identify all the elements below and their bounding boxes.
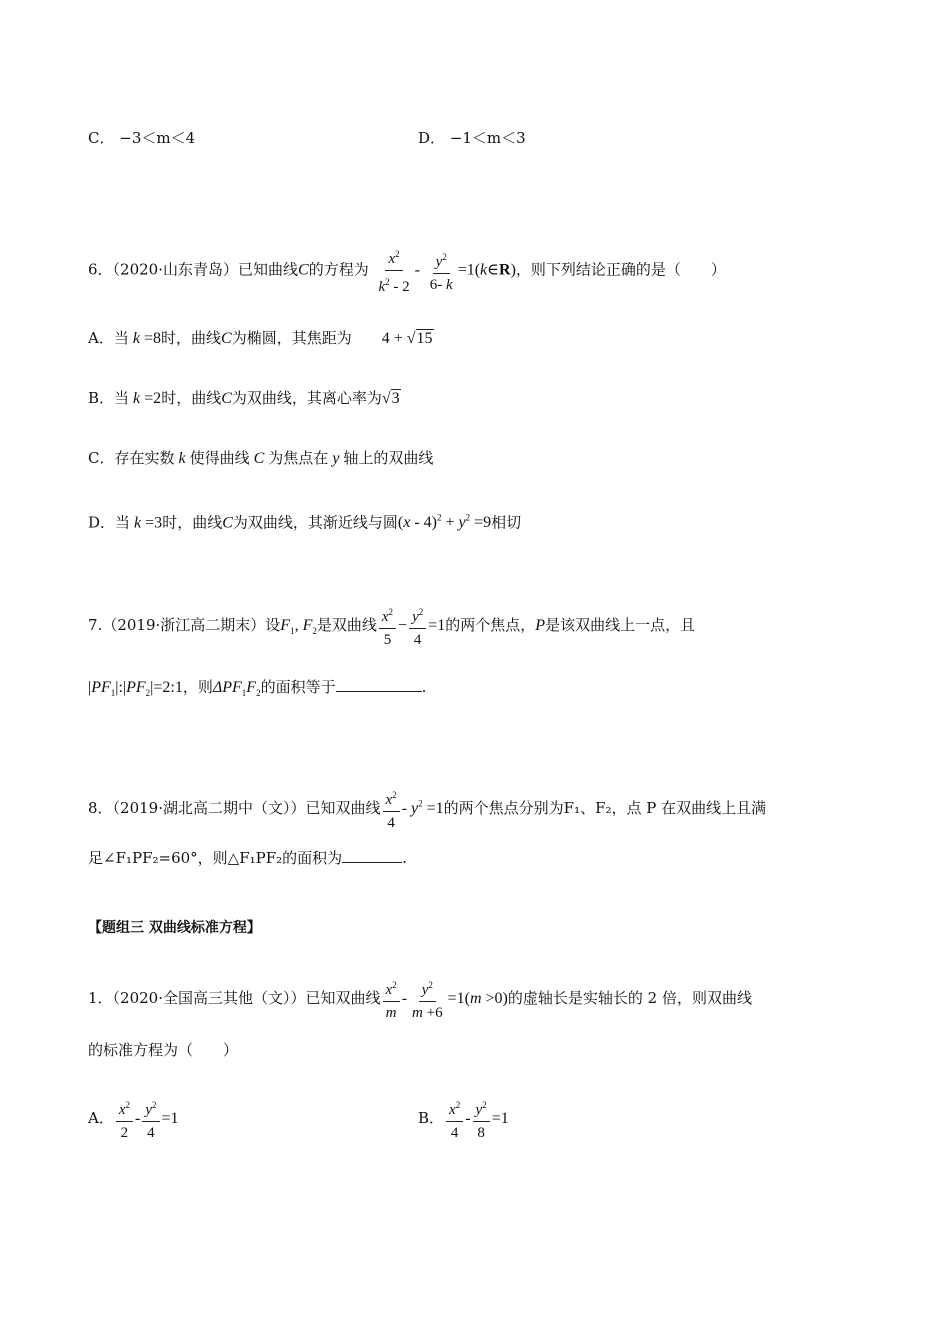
q1-stem: 1．（2020·全国高三其他（文））已知双曲线 $\frac{x^2}{m}$ - $\frac{y^2}{m +6}$ =1(m >0)的虚轴长是实轴长的 2 倍，则双曲线 [88,976,752,1022]
formula: k =3 [134,514,163,532]
option-label: A． [88,329,114,347]
stem-text: 的面积等于 [260,678,336,696]
formula: $\frac{y^2}{8}$ [473,1096,490,1142]
q8-line2 [88,848,407,868]
question-source: （2019·湖北高二期中（文）） [112,799,306,817]
formula: - $y^2 =1$ [401,798,444,817]
formula: $\frac{y^2}{4}$ [142,1096,159,1142]
option-label: A． [88,1109,114,1127]
formula: =1(k∈R) [457,261,516,279]
q6-option-b[interactable] [88,388,401,409]
q7-stem: 7.（2019·浙江高二期末）设$F_1$, $F_2$是双曲线 $\frac{x^2}{5}$ − $\frac{y^2}{4}$ =1的两个焦点，P是该双曲线上一点，且 [88,603,695,649]
formula: C [249,450,269,467]
question-number: 7. [88,616,103,634]
formula: $\frac{x^2}{4}$ [446,1096,463,1142]
option-text: 使得曲线 [189,449,250,467]
stem-text: 的方程为 [308,260,369,279]
formula: $\frac{x^2}{k^2 - 2}$ [375,245,412,296]
option-label: D． [418,129,446,147]
q1-line2: 的标准方程为（ ） [88,1041,239,1059]
option-text: 为焦点在 [268,449,329,467]
stem-text: 设 [265,616,281,634]
formula: $|PF_1|:|PF_2|=2:1$ [88,679,183,699]
stem-text: 已知曲线 [238,260,299,279]
formula: $\frac{y^2}{6- k}$ [427,248,456,294]
section-title: 【题组三 双曲线标准方程】 [88,920,261,936]
question-number: 6． [88,260,113,279]
formula: k =8 [132,330,161,347]
stem-text: 是双曲线 [316,616,377,634]
q6-option-c[interactable] [88,448,433,469]
option-text: 相切 [491,513,522,532]
formula: $\frac{x^2}{5}$ [379,603,396,649]
stem-text: 的虚轴长是实轴长的 2 倍，则双曲线 [507,989,752,1007]
option-label: B． [88,389,115,407]
formula: $\frac{x^2}{4}$ [383,786,400,832]
q1-option-a[interactable]: A． $\frac{x^2}{2}$ - $\frac{y^2}{4}$ =1 [88,1096,179,1142]
formula: $\frac{x^2}{2}$ [116,1096,133,1142]
q5-option-c[interactable] [88,128,195,148]
option-text: 为双曲线，其渐近线与圆 [232,513,398,532]
option-label: D． [88,513,116,532]
formula: $\frac{y^2}{m +6}$ [409,976,446,1022]
option-text: 当 [115,513,131,532]
stem-text: 的两个焦点分别为F₁、F₂，点 P 在双曲线上且满 [443,799,767,817]
formula: y [328,450,344,467]
answer-blank[interactable] [336,677,422,692]
option-text: 轴上的双曲线 [343,449,434,467]
formula: =1(m >0) [447,990,508,1007]
q5-option-d[interactable] [418,128,526,148]
question-number: 8． [88,799,113,817]
option-text: −1＜m＜3 [449,129,526,147]
formula: C [298,261,309,279]
stem-text: 已知双曲线 [305,799,381,817]
answer-blank[interactable] [342,848,402,863]
stem-text: . [421,678,427,696]
option-text: 为椭圆，其焦距为 [231,329,352,347]
q7-line2 [88,677,426,703]
option-text: −3＜m＜4 [119,129,196,147]
q1-option-b[interactable]: B． $\frac{x^2}{4}$ - $\frac{y^2}{8}$ =1 [418,1096,509,1142]
formula: $F_1$, $F_2$ [280,617,317,637]
stem-text: ，则 [182,678,213,696]
option-text: 存在实数 [114,449,175,467]
formula: C [221,330,232,347]
option-label: C． [88,449,115,467]
option-text: 当 [114,389,130,407]
formula: $\frac{x^2}{m}$ [383,976,400,1022]
stem-text: 足∠F₁PF₂=60°，则△F₁PF₂的面积为 [88,849,343,867]
question-number: 1． [88,989,113,1007]
question-source: （2019·浙江高二期末） [102,616,266,634]
option-label: B． [418,1109,445,1127]
formula: k =2 [133,390,162,407]
formula: $\frac{y^2}{4}$ [409,603,426,649]
stem-text: 已知双曲线 [305,989,381,1007]
formula: P [535,617,546,634]
formula: $(x - 4)^2 + y^2 =9$ [397,513,492,532]
stem-text: 的两个焦点， [445,616,536,634]
q6-option-d[interactable] [88,508,521,533]
option-text: 时，曲线 [162,513,223,532]
question-source: （2020·山东青岛） [112,260,238,279]
formula: C [221,390,232,407]
stem-text: 是该双曲线上一点，且 [545,616,696,634]
option-label: C． [88,129,115,147]
q6-option-a[interactable] [88,328,434,349]
formula: $\Delta PF_1F_2$ [212,679,261,699]
formula: √3 [381,390,400,407]
stem-text: . [402,849,407,867]
formula: C [222,514,233,532]
question-source: （2020·全国高三其他（文）） [112,989,306,1007]
formula: k [174,450,190,467]
option-text: 为双曲线，其离心率为 [231,389,382,407]
stem-text: ，则下列结论正确的是（ ） [515,260,726,279]
option-text: 时，曲线 [161,329,222,347]
formula: 4 + √15 [381,330,433,347]
option-text: 时，曲线 [161,389,222,407]
option-text: 当 [113,329,129,347]
q8-stem [88,786,766,832]
q6-stem: 6．（2020·山东青岛）已知曲线C的方程为 $\frac{x^2}{k^2 - 2}$ - $\frac{y^2}{6- k}$ =1(k∈R)，则下列结论正确的是（ ） [88,245,726,296]
